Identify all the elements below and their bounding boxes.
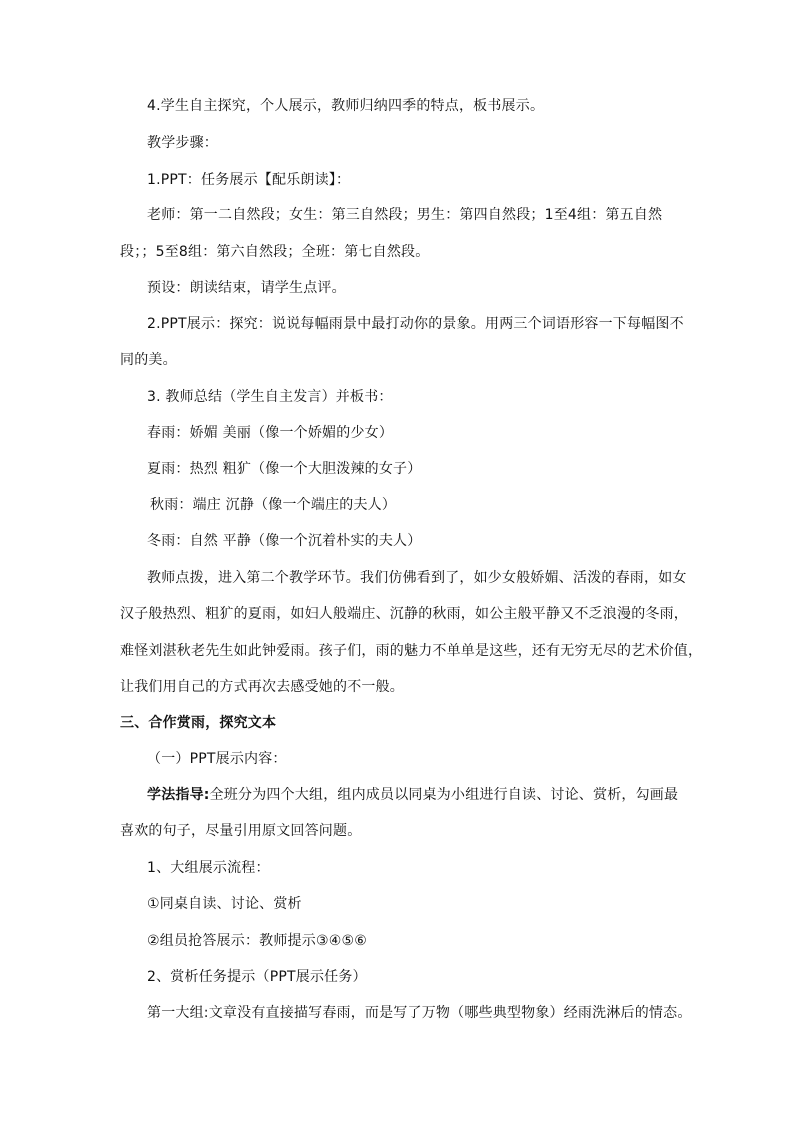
paragraph: ②组员抢答展示：教师提示③④⑤⑥	[147, 933, 367, 949]
paragraph: 春雨：娇媚 美丽（像一个娇媚的少女）	[147, 425, 394, 441]
paragraph: 冬雨：自然 平静（像一个沉着朴实的夫人）	[147, 533, 422, 549]
paragraph: 段；；5至8组：第六自然段；全班：第七自然段。	[120, 244, 430, 260]
paragraph: 3. 教师总结（学生自主发言）并板书：	[147, 389, 393, 405]
paragraph: 喜欢的句子，尽量引用原文回答问题。	[120, 823, 362, 839]
paragraph: 让我们用自己的方式再次去感受她的不一般。	[120, 679, 404, 695]
paragraph: 汉子般热烈、粗犷的夏雨，如妇人般端庄、沉静的秋雨，如公主般平静又不乏浪漫的冬雨，	[120, 606, 688, 622]
paragraph: 老师：第一二自然段；女生：第三自然段；男生：第四自然段；1至4组：第五自然	[147, 207, 663, 223]
section-heading: 三、合作赏雨，探究文本	[120, 715, 277, 731]
paragraph: 同的美。	[120, 352, 177, 368]
paragraph: 2.PPT展示：探究：说说每幅雨景中最打动你的景象。用两三个词语形容一下每幅图不	[147, 316, 684, 332]
paragraph: 教学步骤：	[147, 135, 218, 151]
paragraph: 1.PPT：任务展示【配乐朗读】：	[147, 172, 351, 188]
paragraph: 秋雨：端庄 沉静（像一个端庄的夫人）	[150, 497, 397, 513]
paragraph: 第一大组:文章没有直接描写春雨，而是写了万物（哪些典型物象）经雨洗淋后的情态。	[147, 1005, 692, 1021]
paragraph	[0, 785, 794, 805]
paragraph: 预设：朗读结束，请学生点评。	[147, 280, 346, 296]
paragraph: 1、大组展示流程：	[147, 860, 270, 876]
paragraph: 2、赏析任务提示（PPT展示任务）	[147, 969, 367, 985]
paragraph-text: 全班分为四个大组，组内成员以同桌为小组进行自读、讨论、赏析，勾画最	[209, 787, 679, 803]
paragraph: 教师点拨，进入第二个教学环节。我们仿佛看到了，如少女般娇媚、活泼的春雨，如女	[147, 570, 687, 586]
paragraph: 难怪刘湛秋老先生如此钟爱雨。孩子们，雨的魅力不单单是这些，还有无穷无尽的艺术价值，	[120, 643, 703, 659]
paragraph: 夏雨：热烈 粗犷（像一个大胆泼辣的女子）	[147, 461, 422, 477]
paragraph: （一）PPT展示内容：	[147, 751, 287, 767]
paragraph: 4.学生自主探究，个人展示，教师归纳四季的特点，板书展示。	[147, 98, 545, 114]
method-label: 学法指导:	[147, 787, 210, 803]
paragraph: ①同桌自读、讨论、赏析	[147, 896, 302, 912]
